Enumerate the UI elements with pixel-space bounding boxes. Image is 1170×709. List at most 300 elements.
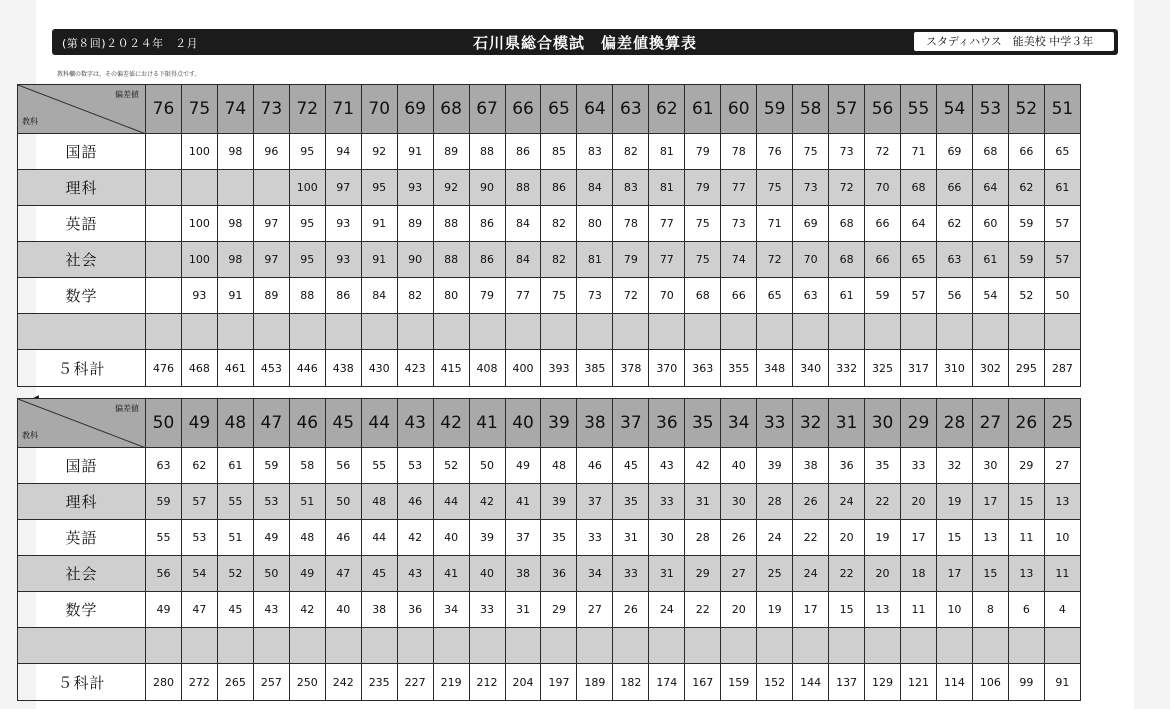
- deviation-header: 37: [613, 399, 649, 448]
- score-cell: 84: [505, 242, 541, 278]
- corner-label-deviation: 偏差値: [115, 404, 139, 413]
- blank-row: [18, 628, 1081, 664]
- score-cell: 65: [757, 278, 793, 314]
- score-cell: 88: [469, 134, 505, 170]
- deviation-header: 64: [577, 85, 613, 134]
- score-cell: 33: [577, 520, 613, 556]
- score-cell: 79: [469, 278, 505, 314]
- total-cell: 408: [469, 350, 505, 387]
- score-cell: 80: [433, 278, 469, 314]
- score-cell: 68: [829, 242, 865, 278]
- score-cell: 32: [936, 448, 972, 484]
- score-cell: 98: [217, 242, 253, 278]
- score-cell: [146, 206, 182, 242]
- score-cell: 78: [613, 206, 649, 242]
- deviation-header: 29: [901, 399, 937, 448]
- header-bar: [52, 29, 1118, 55]
- score-cell: 40: [721, 448, 757, 484]
- score-cell: 6: [1008, 592, 1044, 628]
- score-cell: 43: [649, 448, 685, 484]
- table-row: [18, 448, 1081, 484]
- deviation-header: 39: [541, 399, 577, 448]
- empty-cell: [253, 314, 289, 350]
- deviation-header: 25: [1044, 399, 1080, 448]
- score-cell: [181, 170, 217, 206]
- score-cell: 81: [649, 134, 685, 170]
- empty-cell: [289, 314, 325, 350]
- score-cell: 74: [721, 242, 757, 278]
- total-cell: 144: [793, 664, 829, 701]
- score-cell: 15: [936, 520, 972, 556]
- score-cell: 38: [361, 592, 397, 628]
- score-cell: 4: [1044, 592, 1080, 628]
- score-cell: 97: [253, 206, 289, 242]
- deviation-header: 45: [325, 399, 361, 448]
- subject-label: 国語: [18, 134, 146, 170]
- total-cell: 182: [613, 664, 649, 701]
- score-cell: [146, 134, 182, 170]
- score-cell: 93: [397, 170, 433, 206]
- score-cell: 39: [469, 520, 505, 556]
- deviation-header: 28: [936, 399, 972, 448]
- total-cell: 476: [146, 350, 182, 387]
- score-cell: 66: [865, 242, 901, 278]
- score-cell: 84: [505, 206, 541, 242]
- score-cell: 95: [289, 206, 325, 242]
- empty-cell: [146, 314, 182, 350]
- empty-cell: [865, 628, 901, 664]
- conversion-table-lower: [17, 398, 1081, 701]
- score-cell: 37: [505, 520, 541, 556]
- total-label: ５科計: [18, 350, 146, 387]
- score-cell: 71: [901, 134, 937, 170]
- score-cell: 61: [972, 242, 1008, 278]
- score-cell: 83: [577, 134, 613, 170]
- empty-cell: [433, 628, 469, 664]
- deviation-header: 50: [146, 399, 182, 448]
- deviation-header: 56: [865, 85, 901, 134]
- empty-cell: [649, 628, 685, 664]
- empty-cell: [289, 628, 325, 664]
- score-cell: 100: [289, 170, 325, 206]
- score-cell: 40: [469, 556, 505, 592]
- deviation-header: 66: [505, 85, 541, 134]
- score-cell: 39: [757, 448, 793, 484]
- score-cell: 65: [1044, 134, 1080, 170]
- score-cell: 62: [936, 206, 972, 242]
- score-cell: 45: [613, 448, 649, 484]
- score-cell: 69: [936, 134, 972, 170]
- empty-cell: [936, 628, 972, 664]
- table-row: [18, 242, 1081, 278]
- score-cell: 98: [217, 206, 253, 242]
- score-cell: 11: [1008, 520, 1044, 556]
- deviation-header: 26: [1008, 399, 1044, 448]
- deviation-header: 65: [541, 85, 577, 134]
- corner-cell: [18, 399, 146, 448]
- empty-cell: [757, 314, 793, 350]
- score-cell: 39: [541, 484, 577, 520]
- score-cell: 26: [721, 520, 757, 556]
- school-label: スタディハウス 能美校 中学３年: [914, 32, 1114, 51]
- score-cell: 24: [757, 520, 793, 556]
- score-cell: 18: [901, 556, 937, 592]
- total-cell: 91: [1044, 664, 1080, 701]
- empty-cell: [146, 628, 182, 664]
- score-cell: 29: [685, 556, 721, 592]
- score-cell: 8: [972, 592, 1008, 628]
- score-cell: 68: [901, 170, 937, 206]
- score-cell: 59: [1008, 206, 1044, 242]
- blank-row: [18, 314, 1081, 350]
- score-cell: 83: [613, 170, 649, 206]
- total-cell: 461: [217, 350, 253, 387]
- score-cell: 57: [1044, 242, 1080, 278]
- deviation-header: 32: [793, 399, 829, 448]
- empty-cell: [793, 628, 829, 664]
- score-cell: 79: [685, 170, 721, 206]
- score-cell: 62: [181, 448, 217, 484]
- empty-cell: [361, 628, 397, 664]
- score-cell: 77: [649, 206, 685, 242]
- empty-cell: [1044, 314, 1080, 350]
- score-cell: 47: [325, 556, 361, 592]
- score-cell: 54: [181, 556, 217, 592]
- empty-cell: [936, 314, 972, 350]
- score-cell: 43: [397, 556, 433, 592]
- score-cell: 13: [865, 592, 901, 628]
- score-cell: 49: [289, 556, 325, 592]
- score-cell: 24: [649, 592, 685, 628]
- empty-cell: [721, 628, 757, 664]
- score-cell: 24: [829, 484, 865, 520]
- score-cell: 20: [829, 520, 865, 556]
- deviation-header: 76: [146, 85, 182, 134]
- score-cell: 75: [793, 134, 829, 170]
- deviation-header: 42: [433, 399, 469, 448]
- empty-cell: [793, 314, 829, 350]
- score-cell: 24: [793, 556, 829, 592]
- score-cell: 44: [433, 484, 469, 520]
- empty-cell: [1008, 628, 1044, 664]
- deviation-header: 55: [901, 85, 937, 134]
- table-row: [18, 556, 1081, 592]
- exam-label: (第８回)２０２４年 ２月: [62, 37, 199, 50]
- score-cell: 51: [217, 520, 253, 556]
- score-cell: 79: [685, 134, 721, 170]
- total-cell: 370: [649, 350, 685, 387]
- score-cell: 73: [793, 170, 829, 206]
- empty-cell: [18, 314, 146, 350]
- empty-cell: [865, 314, 901, 350]
- score-cell: 81: [649, 170, 685, 206]
- total-cell: 197: [541, 664, 577, 701]
- total-cell: 257: [253, 664, 289, 701]
- total-cell: 446: [289, 350, 325, 387]
- empty-cell: [469, 628, 505, 664]
- empty-cell: [361, 314, 397, 350]
- score-cell: 88: [433, 242, 469, 278]
- score-cell: 43: [253, 592, 289, 628]
- score-cell: 72: [829, 170, 865, 206]
- empty-cell: [325, 314, 361, 350]
- score-cell: 28: [757, 484, 793, 520]
- score-cell: 100: [181, 206, 217, 242]
- total-cell: 423: [397, 350, 433, 387]
- deviation-header: 43: [397, 399, 433, 448]
- empty-cell: [18, 628, 146, 664]
- score-cell: 82: [541, 242, 577, 278]
- table-row: [18, 484, 1081, 520]
- score-cell: 72: [757, 242, 793, 278]
- deviation-header: 68: [433, 85, 469, 134]
- total-cell: 302: [972, 350, 1008, 387]
- total-cell: 159: [721, 664, 757, 701]
- deviation-header: 48: [217, 399, 253, 448]
- score-cell: 56: [146, 556, 182, 592]
- score-cell: 62: [1008, 170, 1044, 206]
- deviation-header: 36: [649, 399, 685, 448]
- score-cell: 81: [577, 242, 613, 278]
- total-cell: 167: [685, 664, 721, 701]
- deviation-header: 27: [972, 399, 1008, 448]
- score-cell: 13: [1008, 556, 1044, 592]
- total-cell: 219: [433, 664, 469, 701]
- score-cell: 88: [289, 278, 325, 314]
- score-cell: 36: [541, 556, 577, 592]
- score-cell: 97: [325, 170, 361, 206]
- total-cell: 137: [829, 664, 865, 701]
- total-cell: 152: [757, 664, 793, 701]
- empty-cell: [757, 628, 793, 664]
- deviation-header: 71: [325, 85, 361, 134]
- score-cell: 75: [685, 242, 721, 278]
- score-cell: 89: [253, 278, 289, 314]
- score-cell: 22: [829, 556, 865, 592]
- score-cell: 52: [1008, 278, 1044, 314]
- score-cell: 98: [217, 134, 253, 170]
- score-cell: 10: [936, 592, 972, 628]
- score-cell: 92: [361, 134, 397, 170]
- score-cell: 27: [577, 592, 613, 628]
- score-cell: 42: [397, 520, 433, 556]
- score-cell: 49: [505, 448, 541, 484]
- score-cell: 20: [721, 592, 757, 628]
- corner-label-subject: 教科: [22, 431, 38, 440]
- total-cell: 114: [936, 664, 972, 701]
- score-cell: 53: [181, 520, 217, 556]
- score-cell: 63: [793, 278, 829, 314]
- table-row: [18, 134, 1081, 170]
- score-cell: 34: [577, 556, 613, 592]
- score-cell: 91: [397, 134, 433, 170]
- empty-cell: [901, 628, 937, 664]
- score-cell: [146, 278, 182, 314]
- total-cell: 385: [577, 350, 613, 387]
- subject-label: 数学: [18, 278, 146, 314]
- score-cell: 31: [649, 556, 685, 592]
- score-cell: 57: [901, 278, 937, 314]
- corner-label-subject: 教科: [22, 117, 38, 126]
- table-row: [18, 520, 1081, 556]
- score-cell: 50: [253, 556, 289, 592]
- score-cell: 49: [253, 520, 289, 556]
- note-text: 教科欄の数字は、その偏差値における下限得点です。: [57, 71, 201, 78]
- empty-cell: [1044, 628, 1080, 664]
- total-cell: 332: [829, 350, 865, 387]
- score-cell: 72: [865, 134, 901, 170]
- score-cell: 52: [217, 556, 253, 592]
- score-cell: 33: [901, 448, 937, 484]
- total-cell: 235: [361, 664, 397, 701]
- deviation-header: 60: [721, 85, 757, 134]
- score-cell: 55: [217, 484, 253, 520]
- score-cell: 35: [613, 484, 649, 520]
- score-cell: 15: [829, 592, 865, 628]
- total-cell: 212: [469, 664, 505, 701]
- score-cell: 80: [577, 206, 613, 242]
- score-cell: 26: [793, 484, 829, 520]
- score-cell: 36: [829, 448, 865, 484]
- deviation-header: 35: [685, 399, 721, 448]
- score-cell: 86: [505, 134, 541, 170]
- score-cell: 11: [901, 592, 937, 628]
- score-cell: 89: [397, 206, 433, 242]
- total-cell: 287: [1044, 350, 1080, 387]
- score-cell: 13: [972, 520, 1008, 556]
- total-cell: 265: [217, 664, 253, 701]
- deviation-header: 67: [469, 85, 505, 134]
- score-cell: 17: [793, 592, 829, 628]
- score-cell: 29: [1008, 448, 1044, 484]
- score-cell: 48: [361, 484, 397, 520]
- score-cell: 45: [217, 592, 253, 628]
- score-cell: 75: [541, 278, 577, 314]
- deviation-header: 72: [289, 85, 325, 134]
- score-cell: 89: [433, 134, 469, 170]
- score-cell: 90: [469, 170, 505, 206]
- score-cell: 72: [613, 278, 649, 314]
- score-cell: 68: [685, 278, 721, 314]
- empty-cell: [181, 314, 217, 350]
- score-cell: 66: [1008, 134, 1044, 170]
- subject-label: 理科: [18, 170, 146, 206]
- score-cell: 55: [146, 520, 182, 556]
- score-cell: 58: [289, 448, 325, 484]
- corner-cell: [18, 85, 146, 134]
- score-cell: 19: [865, 520, 901, 556]
- score-cell: 59: [1008, 242, 1044, 278]
- score-cell: 64: [972, 170, 1008, 206]
- score-cell: 59: [146, 484, 182, 520]
- score-cell: 77: [649, 242, 685, 278]
- total-cell: 378: [613, 350, 649, 387]
- score-cell: 38: [505, 556, 541, 592]
- score-cell: 42: [685, 448, 721, 484]
- empty-cell: [469, 314, 505, 350]
- score-cell: 66: [865, 206, 901, 242]
- score-cell: 78: [721, 134, 757, 170]
- empty-cell: [505, 628, 541, 664]
- empty-cell: [685, 314, 721, 350]
- score-cell: 33: [649, 484, 685, 520]
- total-cell: 363: [685, 350, 721, 387]
- deviation-header: 59: [757, 85, 793, 134]
- score-cell: 48: [541, 448, 577, 484]
- deviation-header: 70: [361, 85, 397, 134]
- score-cell: 65: [901, 242, 937, 278]
- score-cell: 33: [613, 556, 649, 592]
- total-cell: 174: [649, 664, 685, 701]
- score-cell: 73: [829, 134, 865, 170]
- table-row: [18, 592, 1081, 628]
- empty-cell: [685, 628, 721, 664]
- score-cell: 45: [361, 556, 397, 592]
- table-row: [18, 170, 1081, 206]
- total-cell: 189: [577, 664, 613, 701]
- empty-cell: [577, 314, 613, 350]
- score-cell: 66: [936, 170, 972, 206]
- score-cell: 73: [721, 206, 757, 242]
- deviation-header: 58: [793, 85, 829, 134]
- deviation-header: 74: [217, 85, 253, 134]
- score-cell: 41: [433, 556, 469, 592]
- score-cell: 46: [577, 448, 613, 484]
- score-cell: 66: [721, 278, 757, 314]
- score-cell: 82: [613, 134, 649, 170]
- score-cell: 56: [325, 448, 361, 484]
- score-cell: 70: [649, 278, 685, 314]
- deviation-header: 73: [253, 85, 289, 134]
- score-cell: 68: [829, 206, 865, 242]
- deviation-header: 38: [577, 399, 613, 448]
- score-cell: 27: [1044, 448, 1080, 484]
- total-row: [18, 350, 1081, 387]
- score-cell: 30: [649, 520, 685, 556]
- score-cell: 79: [613, 242, 649, 278]
- score-cell: 93: [325, 242, 361, 278]
- score-cell: 25: [757, 556, 793, 592]
- score-cell: 17: [936, 556, 972, 592]
- score-cell: 70: [865, 170, 901, 206]
- subject-label: 社会: [18, 242, 146, 278]
- total-cell: 280: [146, 664, 182, 701]
- score-cell: 37: [577, 484, 613, 520]
- score-cell: 35: [865, 448, 901, 484]
- total-cell: 106: [972, 664, 1008, 701]
- deviation-header: 46: [289, 399, 325, 448]
- score-cell: 30: [721, 484, 757, 520]
- table-row: [18, 206, 1081, 242]
- score-cell: 70: [793, 242, 829, 278]
- score-cell: 61: [829, 278, 865, 314]
- score-cell: 94: [325, 134, 361, 170]
- total-cell: 400: [505, 350, 541, 387]
- empty-cell: [613, 314, 649, 350]
- total-cell: 242: [325, 664, 361, 701]
- score-cell: 42: [289, 592, 325, 628]
- total-cell: 250: [289, 664, 325, 701]
- score-cell: 91: [361, 206, 397, 242]
- total-cell: 415: [433, 350, 469, 387]
- score-cell: 82: [397, 278, 433, 314]
- page-title: 石川県総合模試 偏差値換算表: [472, 34, 697, 52]
- score-cell: 19: [757, 592, 793, 628]
- empty-cell: [397, 314, 433, 350]
- total-cell: 121: [901, 664, 937, 701]
- score-cell: 46: [397, 484, 433, 520]
- total-cell: 325: [865, 350, 901, 387]
